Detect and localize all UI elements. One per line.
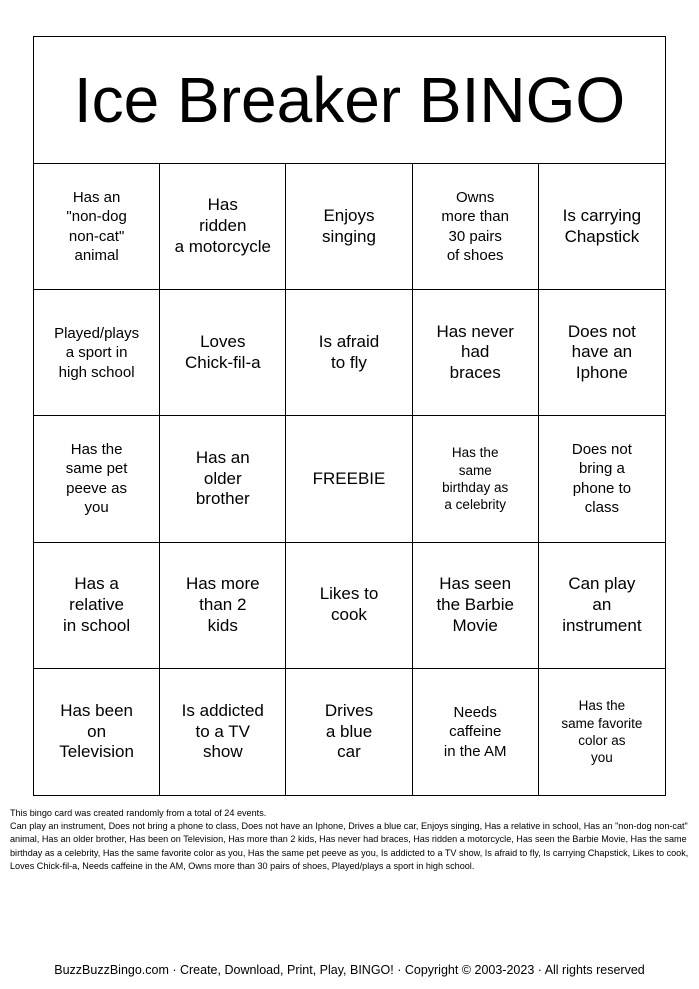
bingo-cell: Is carrying Chapstick (539, 164, 665, 290)
bingo-cell: Likes to cook (286, 543, 412, 669)
bingo-cell: Needs caffeine in the AM (413, 669, 539, 795)
events-notes (10, 807, 694, 873)
bingo-grid (34, 164, 665, 795)
bingo-cell: Is afraid to fly (286, 290, 412, 416)
bingo-cell: Does not bring a phone to class (539, 416, 665, 542)
bingo-cell: Is addicted to a TV show (160, 669, 286, 795)
bingo-cell: Has a relative in school (34, 543, 160, 669)
bingo-cell: Has the same pet peeve as you (34, 416, 160, 542)
bingo-cell: Has an older brother (160, 416, 286, 542)
card-title: Ice Breaker BINGO (73, 64, 626, 136)
bingo-cell: Does not have an Iphone (539, 290, 665, 416)
bingo-cell: Has ridden a motorcycle (160, 164, 286, 290)
title-box (34, 37, 665, 164)
footer-text: BuzzBuzzBingo.com · Create, Download, Print, Play, BINGO! · Copyright © 2003-2023 · All rights reserved (54, 963, 645, 977)
bingo-cell: Has been on Television (34, 669, 160, 795)
bingo-cell: Has an "non-dog non-cat" animal (34, 164, 160, 290)
bingo-card (33, 36, 666, 796)
bingo-cell: Has more than 2 kids (160, 543, 286, 669)
bingo-cell: Played/plays a sport in high school (34, 290, 160, 416)
bingo-cell: Has seen the Barbie Movie (413, 543, 539, 669)
notes-event-list: Can play an instrument, Does not bring a phone to class, Does not have an Iphone, Drives a blue car, Enjoys singing, Has a relative in school, Has an "non-dog non-cat" animal, Has an older brother, Has been on Television, Has more than 2 kids, Has never had braces, Has ridden a motorcycle, Has seen the Barbie Movie, Has the same birthday as a celebrity, Has the same favorite color as you, Has the same pet peeve as you, Is addicted to a TV show, Is afraid to fly, Is carrying Chapstick, Likes to cook, Loves Chick-fil-a, Needs caffeine in the AM, Owns more than 30 pairs of shoes, Played/plays a sport in high school. (10, 821, 689, 871)
notes-intro: This bingo card was created randomly from a total of 24 events. (10, 808, 267, 818)
bingo-cell: Loves Chick-fil-a (160, 290, 286, 416)
bingo-cell: Can play an instrument (539, 543, 665, 669)
bingo-cell: Has the same birthday as a celebrity (413, 416, 539, 542)
bingo-cell: Owns more than 30 pairs of shoes (413, 164, 539, 290)
bingo-cell: Enjoys singing (286, 164, 412, 290)
free-cell: FREEBIE (286, 416, 412, 542)
bingo-cell: Drives a blue car (286, 669, 412, 795)
bingo-cell: Has never had braces (413, 290, 539, 416)
bingo-cell: Has the same favorite color as you (561, 698, 643, 766)
